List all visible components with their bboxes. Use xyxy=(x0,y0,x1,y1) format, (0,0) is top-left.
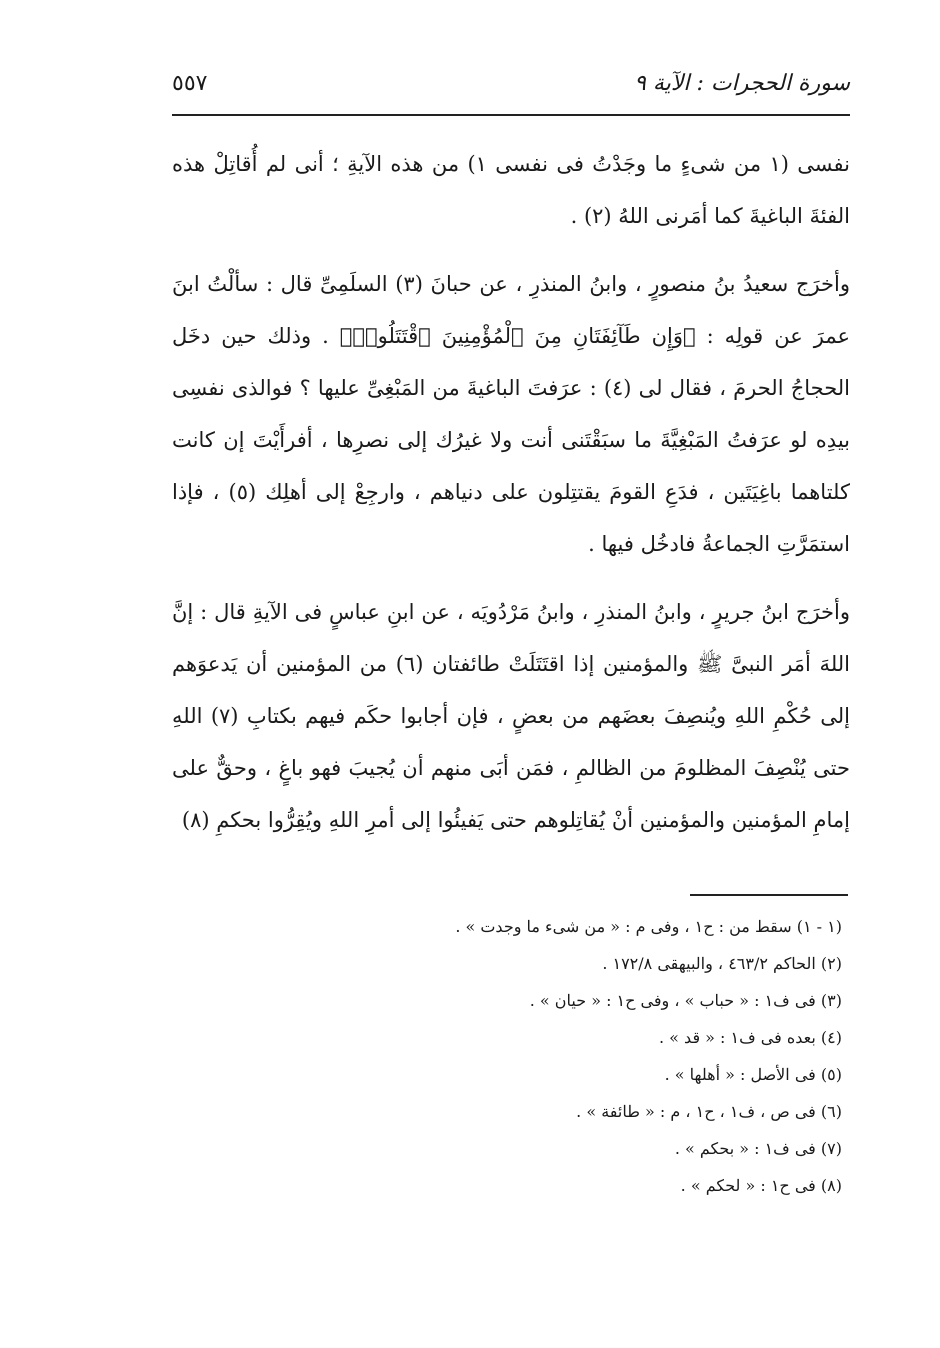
footnote: (٦) فى ص ، ف١ ، ح١ ، م : « طائفة » . xyxy=(576,1102,842,1121)
footnote-rule xyxy=(690,894,848,896)
footnote: (٥) فى الأصل : « أهلها » . xyxy=(664,1065,842,1084)
footnote: (٤) بعده فى ف١ : « قد » . xyxy=(659,1028,842,1047)
footnote: (٣) فى ف١ : « حباب » ، وفى ح١ : « حيان » . xyxy=(529,991,842,1010)
footnote: (٧) فى ف١ : « بحكم » . xyxy=(674,1139,842,1158)
running-title: سورة الحجرات : الآية ٩ xyxy=(634,70,850,96)
footnote: (١ - ١) سقط من : ح١ ، وفى م : « من شىء ما وجدت » . xyxy=(455,917,842,936)
page-header xyxy=(172,58,850,108)
footnote: (٢) الحاكم ٤٦٣/٢ ، والبيهقى ١٧٢/٨ . xyxy=(602,954,842,973)
paragraph: نفسى (١ من شىءٍ ما وجَدْتُ فى نفسى ١) من هذه الآيةِ ؛ أنى لم أُقاتِلْ هذه الفئةَ الباغيةَ كما أمَرنى اللهُ (٢) . xyxy=(172,152,850,228)
main-text xyxy=(172,138,850,846)
footnote: (٨) فى ح١ : « لحكم » . xyxy=(680,1176,842,1195)
header-rule xyxy=(172,114,850,116)
paragraph: وأخرَج سعيدُ بنُ منصورٍ ، وابنُ المنذرِ ، عن حبانَ (٣) السلَمِىِّ قال : سألْتُ ابنَ عمرَ عن قولِه : ﴿وَإِن طَآئِفَتَانِ مِنَ ٱلْمُؤْمِنِينَ ٱقْتَتَلُوا۟﴾ . وذلك حين دخَل الحجاجُ الحرمَ ، فقال لى (٤) : عرَفتَ الباغيةَ من المَبْغِىِّ عليها ؟ فوالذى نفسِى بيدِه لو عرَفتُ المَبْغِيَّةَ ما سبَقْتَنى أنت ولا غيرُك إلى نصرِها ، أفرأَيْتَ إن كانت كلتاهما باغِيَتَين ، فدَعِ القومَ يقتتِلون على دنياهم ، وارجِعْ إلى أهلِك (٥) ، فإذا استمَرَّتِ الجماعةُ فادخُل فيها . xyxy=(172,272,851,556)
paragraph: وأخرَج ابنُ جريرٍ ، وابنُ المنذرِ ، وابنُ مَرْدُويَه ، عن ابنِ عباسٍ فى الآيةِ قال : إنَّ اللهَ أمَر النبىَّ ﷺ والمؤمنين إذا اقتَتَلَتْ طائفتان (٦) من المؤمنين أن يَدعوَهم إلى حُكْمِ اللهِ ويُنصِفَ بعضَهم من بعضٍ ، فإن أجابوا حكَم فيهم بكتابِ (٧) اللهِ حتى يُنْصِفَ المظلومَ من الظالمِ ، فمَن أبَى منهم أن يُجيبَ فهو باغٍ ، وحقٌّ على إمامِ المؤمنين والمؤمنين أنْ يُقاتِلوهم حتى يَفيئُوا إلى أمرِ اللهِ ويُقِرُّوا بحكمِ (٨) xyxy=(172,600,851,832)
page-number: ٥٥٧ xyxy=(172,70,208,96)
footnotes xyxy=(172,908,842,1204)
